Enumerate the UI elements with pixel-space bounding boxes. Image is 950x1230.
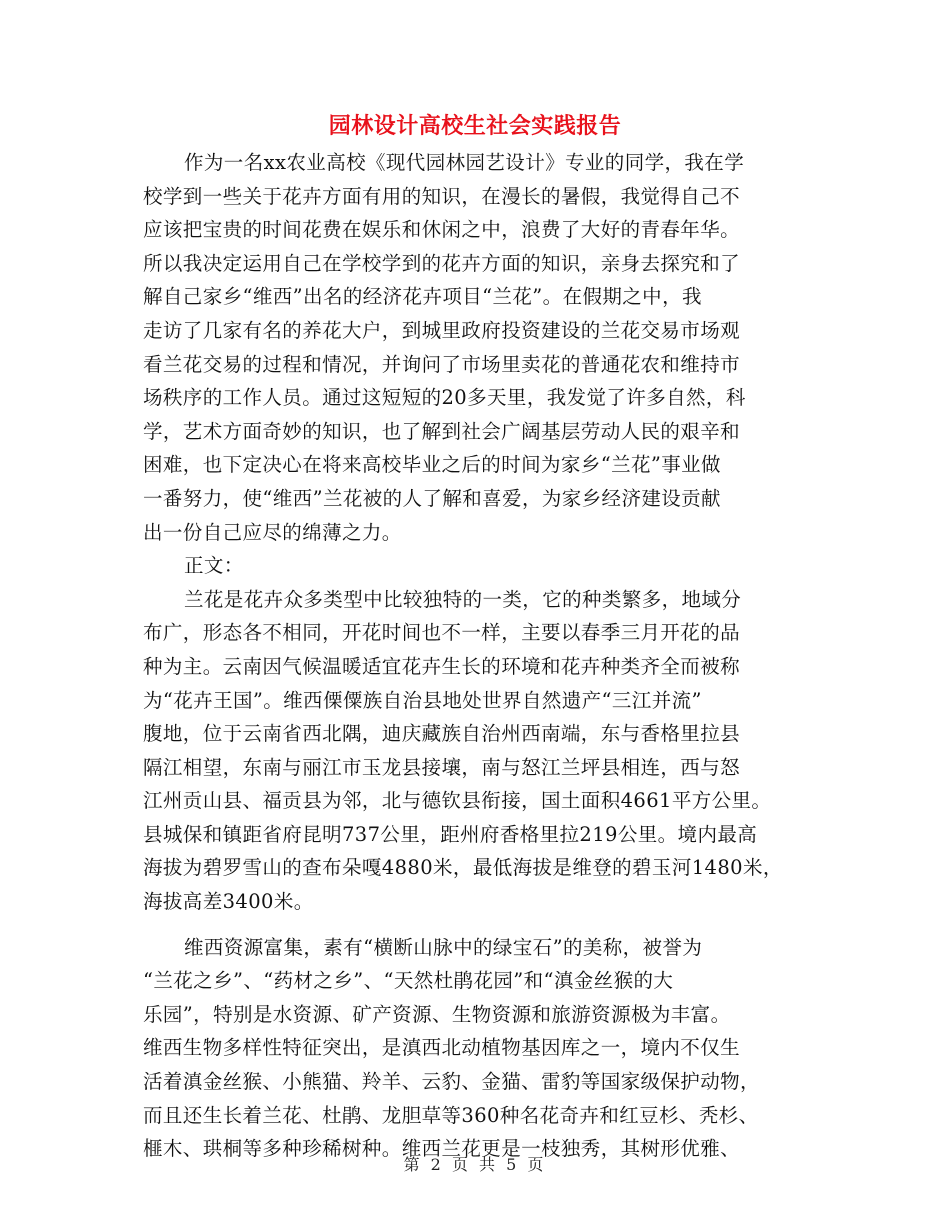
text-line: 活着滇金丝猴、小熊猫、羚羊、云豹、金猫、雷豹等国家级保护动物， <box>143 1070 760 1094</box>
text-line: 海拔为碧罗雪山的查布朵嘎4880米，最低海拔是维登的碧玉河1480米， <box>143 856 783 880</box>
text-line: 布广，形态各不相同，开花时间也不一样，主要以春季三月开花的品 <box>143 621 741 645</box>
text-line: 维西资源富集，素有“横断山脉中的绿宝石”的美称，被誉为 <box>184 935 703 959</box>
text-line: 县城保和镇距省府昆明737公里，距州府香格里拉219公里。境内最高 <box>143 822 758 846</box>
text-line: 解自己家乡“维西”出名的经济花卉项目“兰花”。在假期之中，我 <box>143 285 702 309</box>
text-line: 看兰花交易的过程和情况，并询问了市场里卖花的普通花农和维持市 <box>143 352 741 376</box>
text-line: 困难，也下定决心在将来高校毕业之后的时间为家乡“兰花”事业做 <box>143 453 721 477</box>
text-line: 所以我决定运用自己在学校学到的花卉方面的知识，亲身去探究和了 <box>143 251 741 275</box>
text-line: 校学到一些关于花卉方面有用的知识，在漫长的暑假，我觉得自己不 <box>143 184 741 208</box>
text-line: 出一份自己应尽的绵薄之力。 <box>143 520 402 544</box>
text-line: 学，艺术方面奇妙的知识，也了解到社会广阔基层劳动人民的艰辛和 <box>143 419 741 443</box>
text-line: 而且还生长着兰花、杜鹃、龙胆草等360种名花奇卉和红豆杉、秃杉、 <box>143 1103 759 1127</box>
text-line: 应该把宝贵的时间花费在娱乐和休闲之中，浪费了大好的青春年华。 <box>143 218 741 242</box>
text-line: 走访了几家有名的养花大户，到城里政府投资建设的兰花交易市场观 <box>143 318 741 342</box>
text-line: 海拔高差3400米。 <box>143 890 314 914</box>
text-line: 乐园”，特别是水资源、矿产资源、生物资源和旅游资源极为丰富。 <box>143 1002 731 1026</box>
page-footer: 第 2 页 共 5 页 <box>403 1155 547 1174</box>
text-line: 一番努力，使“维西”兰花被的人了解和喜爱，为家乡经济建设贡献 <box>143 486 721 510</box>
text-line: 榧木、珙桐等多种珍稀树种。维西兰花更是一枝独秀，其树形优雅、 <box>143 1137 741 1161</box>
paragraph-orchid-region <box>143 583 833 919</box>
paragraph-heading <box>143 549 833 583</box>
text-line: 维西生物多样性特征突出，是滇西北动植物基因库之一，境内不仅生 <box>143 1036 741 1060</box>
document-title: 园林设计高校生社会实践报告 <box>328 113 622 139</box>
text-line: 为“花卉王国”。维西傈僳族自治县地处世界自然遗产“三江并流” <box>143 688 702 712</box>
text-line: “兰花之乡”、“药材之乡”、“天然杜鹃花园”和“滇金丝猴的大 <box>143 969 674 993</box>
paragraph-intro <box>143 146 833 549</box>
text-line: 作为一名xx农业高校《现代园林园艺设计》专业的同学，我在学 <box>184 151 745 174</box>
text-line: 场秩序的工作人员。通过这短短的20多天里，我发觉了许多自然，科 <box>143 386 746 410</box>
text-line: 隔江相望，东南与丽江市玉龙县接壤，南与怒江兰坪县相连，西与怒 <box>143 755 741 779</box>
text-line: 兰花是花卉众多类型中比较独特的一类，它的种类繁多，地域分 <box>184 587 742 611</box>
paragraph-spacer <box>143 919 833 931</box>
paragraph-resources <box>143 931 833 1166</box>
section-label: 正文： <box>184 554 244 578</box>
document-body <box>143 146 833 1166</box>
text-line: 江州贡山县、福贡县为邻，北与德钦县衔接，国土面积4661平方公里。 <box>143 789 772 813</box>
text-line: 腹地，位于云南省西北隅，迪庆藏族自治州西南端，东与香格里拉县 <box>143 722 741 746</box>
text-line: 种为主。云南因气候温暖适宜花卉生长的环境和花卉种类齐全而被称 <box>143 654 741 678</box>
